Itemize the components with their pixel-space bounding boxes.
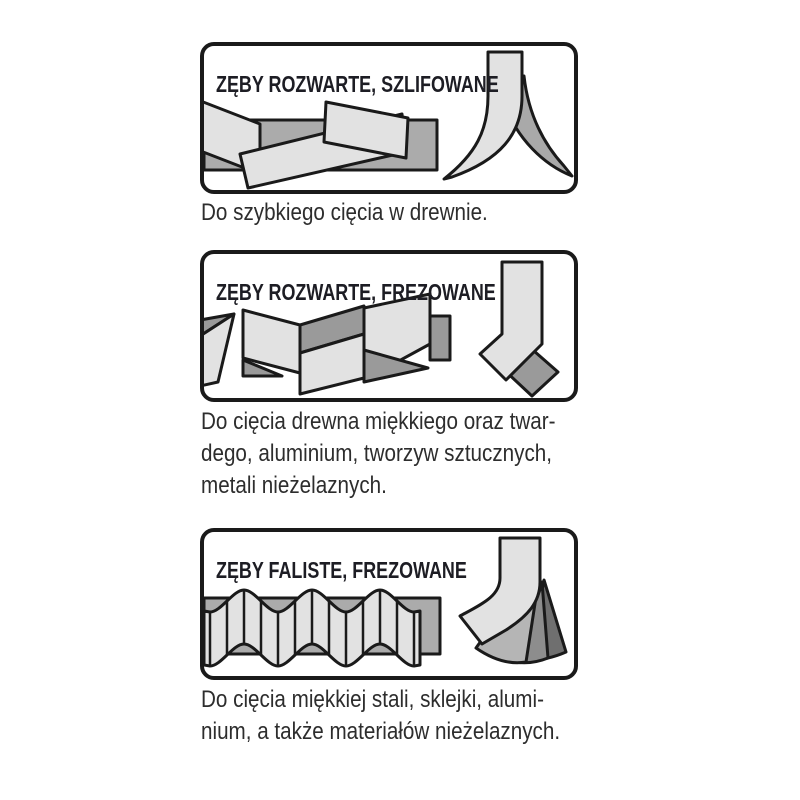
description-line: Do szybkiego cięcia w drewnie. [201,199,488,226]
panel-description [201,406,597,502]
description-line: Do cięcia drewna miękkiego oraz twar- [201,408,556,435]
panel-ground-set-teeth [200,42,578,194]
panel-title: ZĘBY FALISTE, FREZOWANE [216,557,467,584]
panel-wavy-teeth [200,528,578,680]
panel-title: ZĘBY ROZWARTE, SZLIFOWANE [216,71,499,98]
panel-description [201,684,597,748]
set-milled-teeth-illustration [204,254,574,398]
panel-milled-set-teeth [200,250,578,402]
panel-description [201,197,597,229]
set-ground-teeth-illustration [204,46,574,190]
description-line: nium, a także materiałów nieżelaznych. [201,718,561,745]
panel-title: ZĘBY ROZWARTE, FREZOWANE [216,279,496,306]
description-line: dego, aluminium, tworzyw sztucznych, [201,440,553,467]
description-line: metali nieżelaznych. [201,472,387,499]
wavy-tooth-profile-icon [460,538,566,663]
description-line: Do cięcia miękkiej stali, sklejki, alumi- [201,686,544,713]
wavy-teeth-illustration [204,532,574,676]
band-end-block [430,316,450,360]
